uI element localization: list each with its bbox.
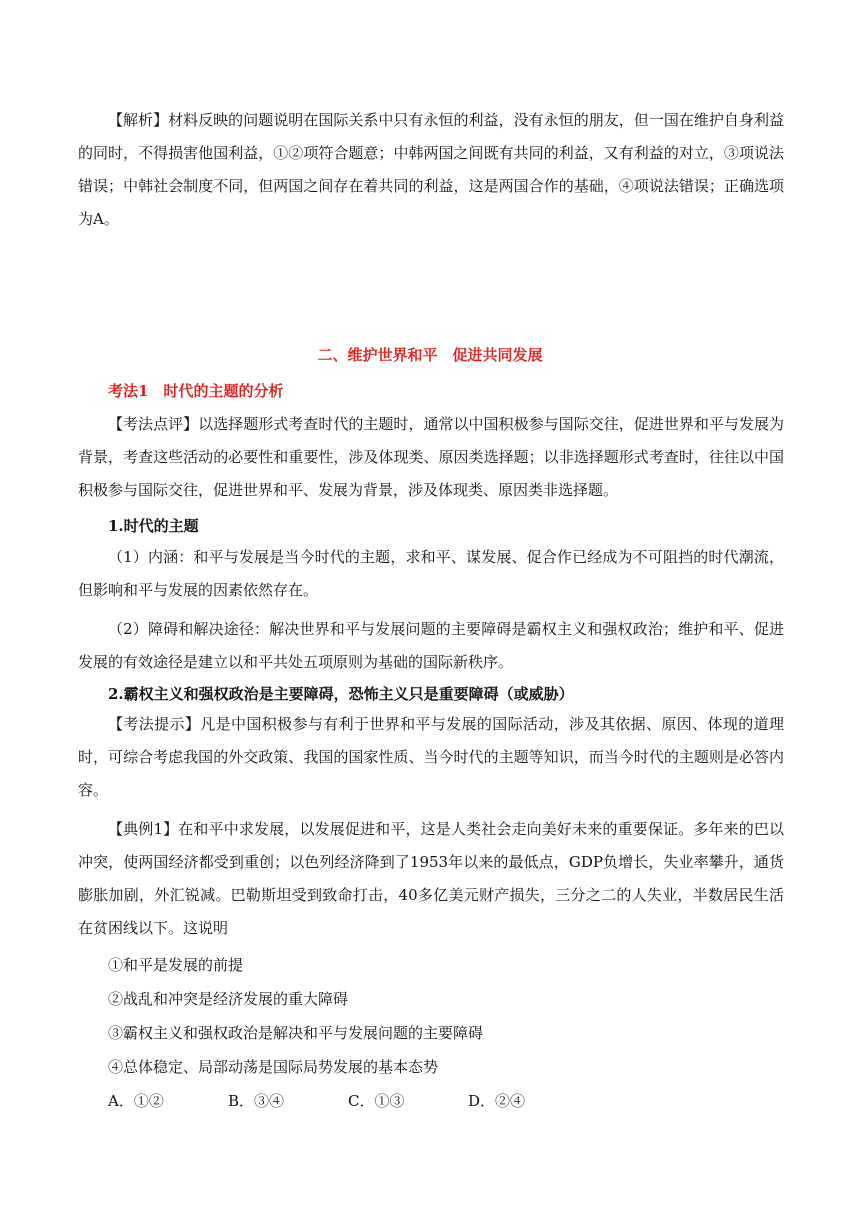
tip-paragraph: 【考法提示】凡是中国积极参与有利于世界和平与发展的国际活动，涉及其依据、原因、体现的道理时，可综合考虑我国的外交政策、我国的国家性质、当今时代的主题等知识，而当今时代的主题则是必答内容。 bbox=[78, 715, 784, 799]
list-item: ④总体稳定、局部动荡是国际局势发展的基本态势 bbox=[108, 1058, 439, 1076]
list-item: ①和平是发展的前提 bbox=[108, 956, 244, 974]
answer-options bbox=[108, 1089, 588, 1113]
point1-content-b: （2）障碍和解决途径：解决世界和平与发展问题的主要障碍是霸权主义和强权政治；维护和平、促进发展的有效途径是建立以和平共处五项原则为基础的国际新秩序。 bbox=[78, 620, 784, 671]
point2-title: 2.霸权主义和强权政治是主要障碍，恐怖主义只是重要障碍（或威胁） bbox=[108, 685, 574, 703]
option-b: B．③④ bbox=[228, 1092, 285, 1110]
section-title: 二、维护世界和平 促进共同发展 bbox=[317, 346, 543, 364]
review-paragraph: 【考法点评】以选择题形式考查时代的主题时，通常以中国积极参与国际交往，促进世界和平与发展为背景，考查这些活动的必要性和重要性，涉及体现类、原因类选择题；以非选择题形式考查时，往往以中国积极参与国际交往，促进世界和平、发展为背景，涉及体现类、原因类非选择题。 bbox=[78, 415, 784, 499]
list-item: ③霸权主义和强权政治是解决和平与发展问题的主要障碍 bbox=[108, 1024, 484, 1042]
analysis-paragraph: 【解析】材料反映的问题说明在国际关系中只有永恒的利益，没有永恒的朋友，但一国在维护自身利益的同时，不得损害他国利益，①②项符合题意；中韩两国之间既有共同的利益，又有利益的对立，③项说法错误；中韩社会制度不同，但两国之间存在着共同的利益，这是两国合作的基础，④项说法错误；正确选项为A。 bbox=[78, 111, 784, 228]
list-item: ②战乱和冲突是经济发展的重大障碍 bbox=[108, 990, 349, 1008]
option-d: D．②④ bbox=[468, 1092, 526, 1110]
point1-content-a: （1）内涵：和平与发展是当今时代的主题，求和平、谋发展、促合作已经成为不可阻挡的时代潮流，但影响和平与发展的因素依然存在。 bbox=[78, 548, 784, 599]
example-paragraph: 【典例1】在和平中求发展，以发展促进和平，这是人类社会走向美好未来的重要保证。多年来的巴以冲突，使两国经济都受到重创；以色列经济降到了1953年以来的最低点，GDP负增长，失业率攀升，通货膨胀加剧，外汇锐减。巴勒斯坦受到致命打击，40多亿美元财产损失，三分之二的人失业，半数居民生活在贫困线以下。这说明 bbox=[78, 820, 784, 937]
option-a: A．①② bbox=[108, 1092, 164, 1110]
option-c: C．①③ bbox=[348, 1092, 405, 1110]
method-heading: 考法1 时代的主题的分析 bbox=[108, 382, 284, 400]
point1-title: 1.时代的主题 bbox=[108, 517, 199, 535]
